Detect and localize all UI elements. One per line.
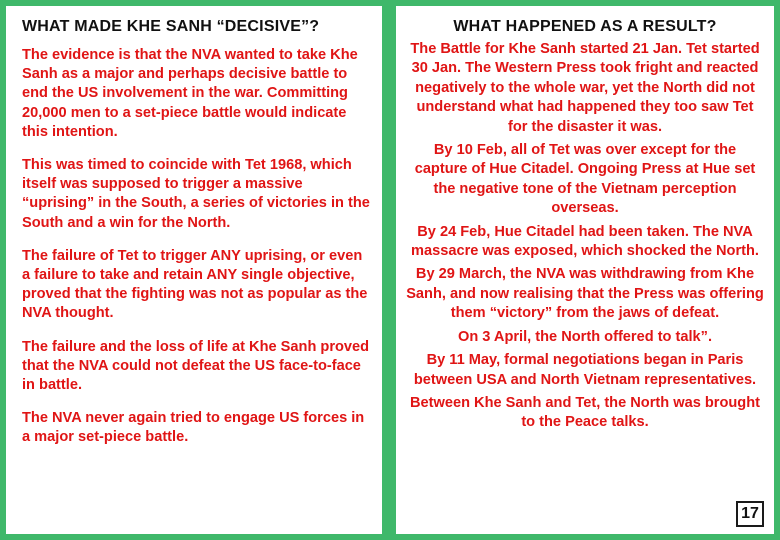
right-paragraph-7 (406, 394, 764, 433)
right-paragraph-5 (406, 328, 764, 347)
right-paragraph-6 (406, 351, 764, 390)
left-paragraph-2 (22, 156, 370, 233)
left-paragraph-5-text: The NVA never again tried to engage US forces in a major set-piece battle. (22, 410, 365, 446)
right-paragraph-3 (406, 223, 764, 262)
right-paragraph-5-text: On 3 April, the North offered to talk”. (457, 328, 713, 345)
left-paragraph-4-text: The failure and the loss of life at Khe Sanh proved that the NVA could not defeat the US face-to-face in battle. (22, 338, 370, 394)
left-heading: WHAT MADE KHE SANH “DECISIVE”? (22, 18, 320, 35)
left-paragraph-1 (22, 46, 370, 142)
right-paragraph-7-text: Between Khe Sanh and Tet, the North was brought to the Peace talks. (409, 394, 760, 431)
right-paragraph-4 (406, 265, 764, 323)
right-paragraph-6-text: By 11 May, formal negotiations began in Paris between USA and North Vietnam representatives. (413, 352, 757, 388)
left-paragraph-3 (22, 247, 370, 324)
right-paragraph-1-text: The Battle for Khe Sanh started 21 Jan. Tet started 30 Jan. The Western Press took fright and reacted negatively to the whole war, yet the North did not understand what had happened they too saw Tet for the disaster it was. (410, 41, 760, 135)
left-paragraph-3-text: The failure of Tet to trigger ANY uprising, or even a failure to take and retain ANY single objective, proved that the fighting was not as popular as the NVA thought. (22, 247, 368, 322)
right-paragraph-3-text: By 24 Feb, Hue Citadel had been taken. The NVA massacre was exposed, which shocked the North. (411, 223, 759, 260)
right-heading: WHAT HAPPENED AS A RESULT? (453, 18, 717, 35)
right-paragraph-1 (406, 40, 764, 137)
right-paragraph-2-text: By 10 Feb, all of Tet was over except for the capture of Hue Citadel. Ongoing Press at Hue set the negative tone of the Vietnam perception overseas. (414, 142, 756, 217)
left-panel (6, 6, 382, 534)
left-paragraph-2-text: This was timed to coincide with Tet 1968, which itself was supposed to trigger a massive “uprising” in the South, a series of victories in the South and a win for the North. (22, 157, 370, 231)
right-paragraph-2 (406, 141, 764, 219)
right-paragraph-4-text: By 29 March, the NVA was withdrawing from Khe Sanh, and now realising that the Press was offering them “victory” from the jaws of defeat. (406, 266, 764, 322)
right-panel (396, 6, 774, 534)
left-paragraph-5 (22, 409, 370, 447)
left-paragraph-4 (22, 338, 370, 396)
slide-number: 17 (736, 501, 764, 527)
left-paragraph-1-text: The evidence is that the NVA wanted to take Khe Sanh as a major and perhaps decisive battle to end the US involvement in the war. Committing 20,000 men to a set-piece battle would indicate this intention. (22, 47, 358, 140)
